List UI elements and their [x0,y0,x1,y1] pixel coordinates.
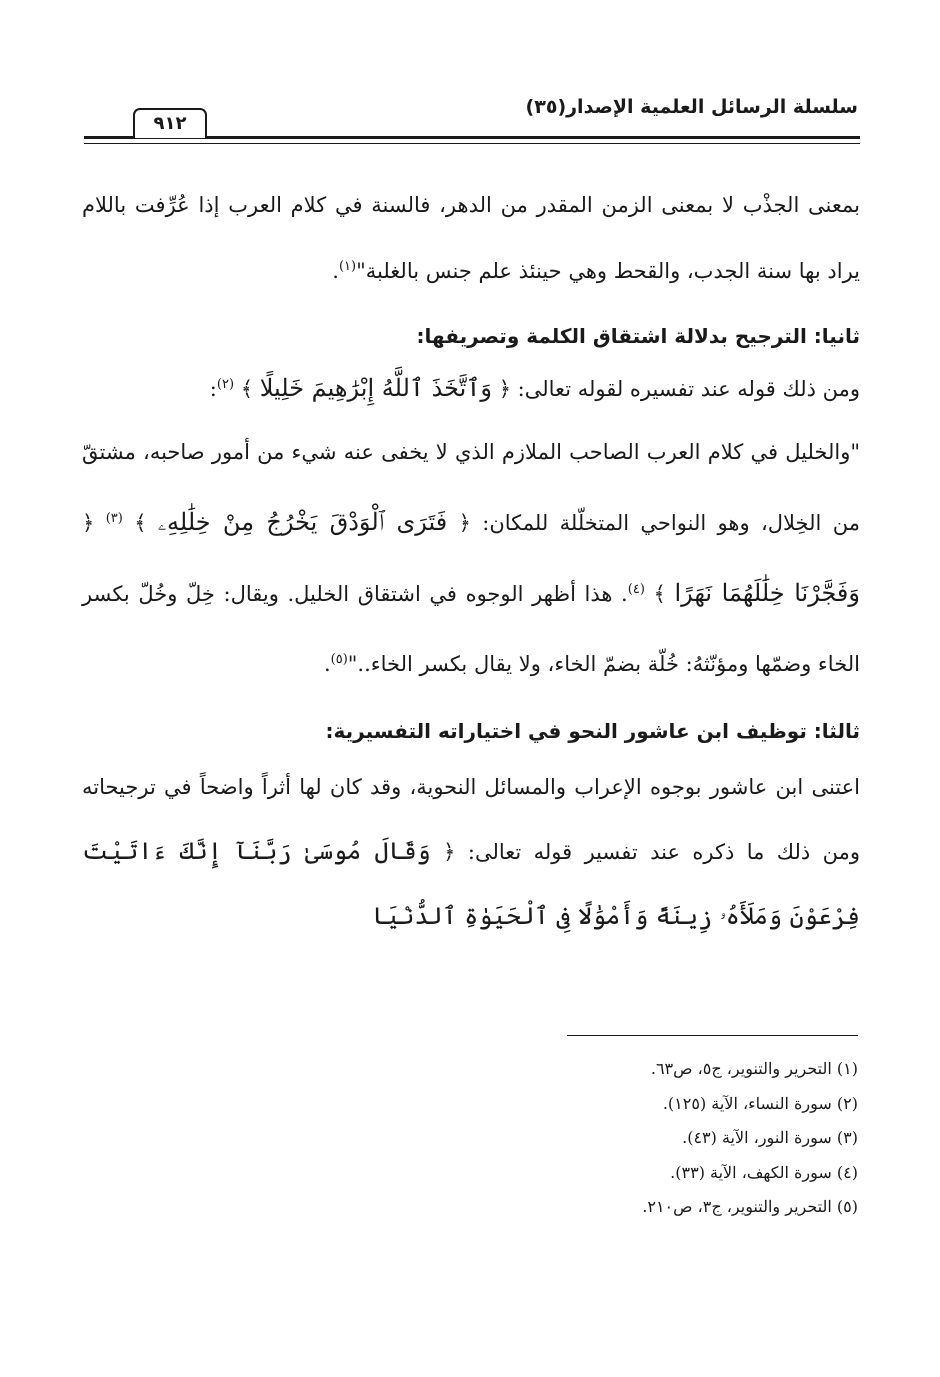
footnote-4: (٤) سورة الكهف، الآية (٣٣). [670,1162,858,1182]
paragraph-3-text-b: . هذا أظهر الوجوه في اشتقاق الخليل. ويقال: خِلّ وخُلّ بكسر الخاء وضمّها ومؤنّثهُ: خُلّة بضمّ الخاء، ولا يقال بكسر الخاء.." [82,582,860,676]
quran-verse-3: وَفَجَّرْنَا خِلَٰلَهُمَا نَهَرًا [674,579,860,607]
footnote-3: (٣) سورة النور، الآية (٤٣). [682,1128,858,1147]
paragraph-2-end: : [209,377,217,401]
paragraph-3 [82,417,860,699]
paragraph-3-end: . [323,652,331,676]
paragraph-3-text-a: "والخليل في كلام العرب الصاحب الملازم الذي لا يخفى عنه شيء من أمور صاحبه، مشتقّ من الخِلال، وهو النواحي المتخلّلة للمكان: ﴿ [82,440,860,535]
footnote-ref-1: (١) [338,259,357,274]
footnote-2: (٢) سورة النساء، الآية (١٢٥). [662,1093,858,1113]
footnote-ref-4: (٤) [627,582,645,597]
footnote-ref-3: (٣) [105,511,123,526]
footnote-ref-2: (٢) [216,377,235,392]
quran-verse-2: فَتَرَى ٱلْوَدْقَ يَخْرُجُ مِنْ خِلَٰلِهِۦ [157,508,448,536]
paragraph-1-end: . [332,259,339,283]
body-text [82,172,860,949]
paragraph-4-text: اعتنى ابن عاشور بوجوه الإعراب والمسائل النحوية، وقد كان لها أثراً واضحاً في ترجيحاته ومن ذلك ما ذكره عند تفسير قوله تعالى: ﴿ [82,775,861,864]
footnotes [358,1052,858,1225]
paragraph-1-text: بمعنى الجذْب لا بمعنى الزمن المقدر من الدهر، فالسنة في كلام العرب إذا عُرِّفت باللام يراد بها سنة الجدب، والقحط وهي حينئذ علم جنس بالغلبة" [82,193,860,283]
footnote-5: (٥) التحرير والتنوير، ج٣، ص٢١٠. [642,1197,858,1216]
footnote-separator [567,1035,858,1036]
section-heading-2: ثانيا: الترجيح بدلالة اشتقاق الكلمة وتصريفها: [416,324,860,348]
verse-bracket-open: ﴿ [82,511,95,535]
header-rule-thin [84,143,860,144]
footnote-ref-5: (٥) [330,652,348,667]
paragraph-2-intro: ومن ذلك قوله عند تفسيره لقوله تعالى: ﴿ [498,377,860,401]
paragraph-4 [82,755,860,949]
quran-verse-1: وَٱتَّخَذَ ٱللَّهُ إِبْرَٰهِيمَ خَلِيلًا [259,374,493,402]
series-title: سلسلة الرسائل العلمية الإصدار(٣٥) [525,96,858,118]
verse-bracket-close: ﴾ [134,511,147,535]
quran-verse-4: وَقَالَ مُوسَىٰ رَبَّنَآ إِنَّكَ ءَاتَيْتَ فِرْعَوْنَ وَمَلَأَهُۥ زِينَةً وَأَمْوَٰلًا فِى ٱلْحَيَوٰةِ ٱلدُّنْيَا [82,837,860,930]
footnote-1: (١) التحرير والتنوير، ج٥، ص٦٣. [650,1059,858,1078]
paragraph-2 [82,360,860,417]
verse-bracket-close: ﴾ [653,582,666,606]
section-heading-3: ثالثا: توظيف ابن عاشور النحو في اختياراته التفسيرية: [325,719,860,743]
paragraph-1 [82,172,860,304]
verse-bracket-close: ﴾ [240,377,254,401]
page-number: ٩١٢ [133,108,207,138]
